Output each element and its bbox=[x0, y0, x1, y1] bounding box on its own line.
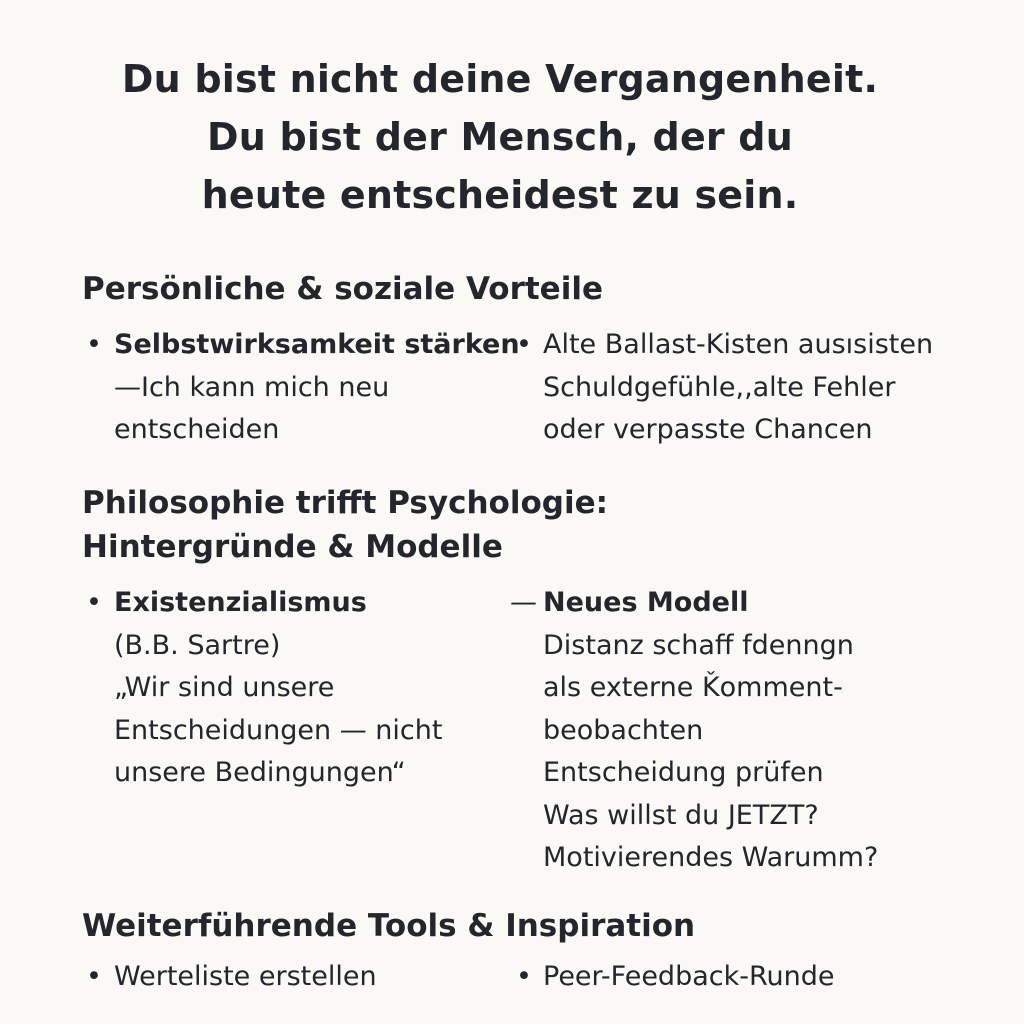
tools-right-line-1: Peer-Feedback-Runde bbox=[543, 961, 835, 992]
dash-marker: — bbox=[510, 587, 537, 618]
philosophy-right-line-2: Distanz schaff fdenngn bbox=[543, 629, 854, 661]
bullet-marker: • bbox=[516, 329, 532, 360]
benefits-left-line-3: entscheiden bbox=[114, 414, 280, 445]
benefits-right-line-3: oder verpasste Chancen bbox=[543, 414, 873, 445]
section-heading-tools: Weiterführende Tools & Inspiration bbox=[82, 908, 696, 944]
benefits-left-line-1: Selbstwirksamkeit stärken bbox=[114, 329, 520, 360]
benefits-left-line-2: —Ich kann mich neu bbox=[114, 371, 390, 403]
title-line-1: Du bist nicht deine Vergangenheit. bbox=[121, 57, 879, 101]
bullet-marker: • bbox=[86, 961, 102, 992]
philosophy-right-line-7: Motivierendes Warumm? bbox=[543, 842, 879, 873]
philosophy-right-line-1: Neues Modell bbox=[543, 587, 749, 618]
philosophy-left-line-3: „Wir sind unsere bbox=[114, 672, 335, 703]
philosophy-right-line-5: Entscheidung prüfen bbox=[543, 757, 824, 788]
philosophy-left-line-2: (B.B. Sartre) bbox=[114, 629, 281, 661]
benefits-right-line-2: Schuldgefühle,‚alte Fehler bbox=[543, 371, 896, 403]
section-heading-benefits: Persönliche & soziale Vorteile bbox=[82, 271, 603, 307]
section-heading-philosophy bbox=[82, 481, 608, 569]
philosophy-left-line-1: Existenzialismus bbox=[114, 587, 367, 618]
bullet-marker: • bbox=[516, 961, 532, 992]
bullet-marker: • bbox=[86, 329, 102, 360]
philosophy-right-line-3: als externe Ǩomment- bbox=[543, 672, 843, 703]
tools-left-line-1: Werteliste erstellen bbox=[114, 961, 377, 992]
benefits-right-line-1: Alte Ballast-Kisten ausısisten bbox=[543, 329, 934, 360]
philosophy-left-line-5: unsere Bedingungen“ bbox=[114, 757, 406, 788]
page-title bbox=[0, 50, 1000, 224]
title-line-3: heute entscheidest zu sein. bbox=[201, 173, 799, 217]
philosophy-right-line-4: beobachten bbox=[543, 714, 704, 746]
title-line-2: Du bist der Mensch, der du bbox=[207, 115, 793, 159]
section-heading-philosophy-line-1: Philosophie trifft Psychologie: bbox=[82, 485, 608, 521]
philosophy-left-line-4: Entscheidungen — nicht bbox=[114, 714, 443, 746]
philosophy-right-line-6: Was willst du JETZT? bbox=[543, 799, 819, 831]
section-heading-philosophy-line-2: Hintergründe & Modelle bbox=[82, 529, 503, 565]
bullet-marker: • bbox=[86, 587, 102, 618]
